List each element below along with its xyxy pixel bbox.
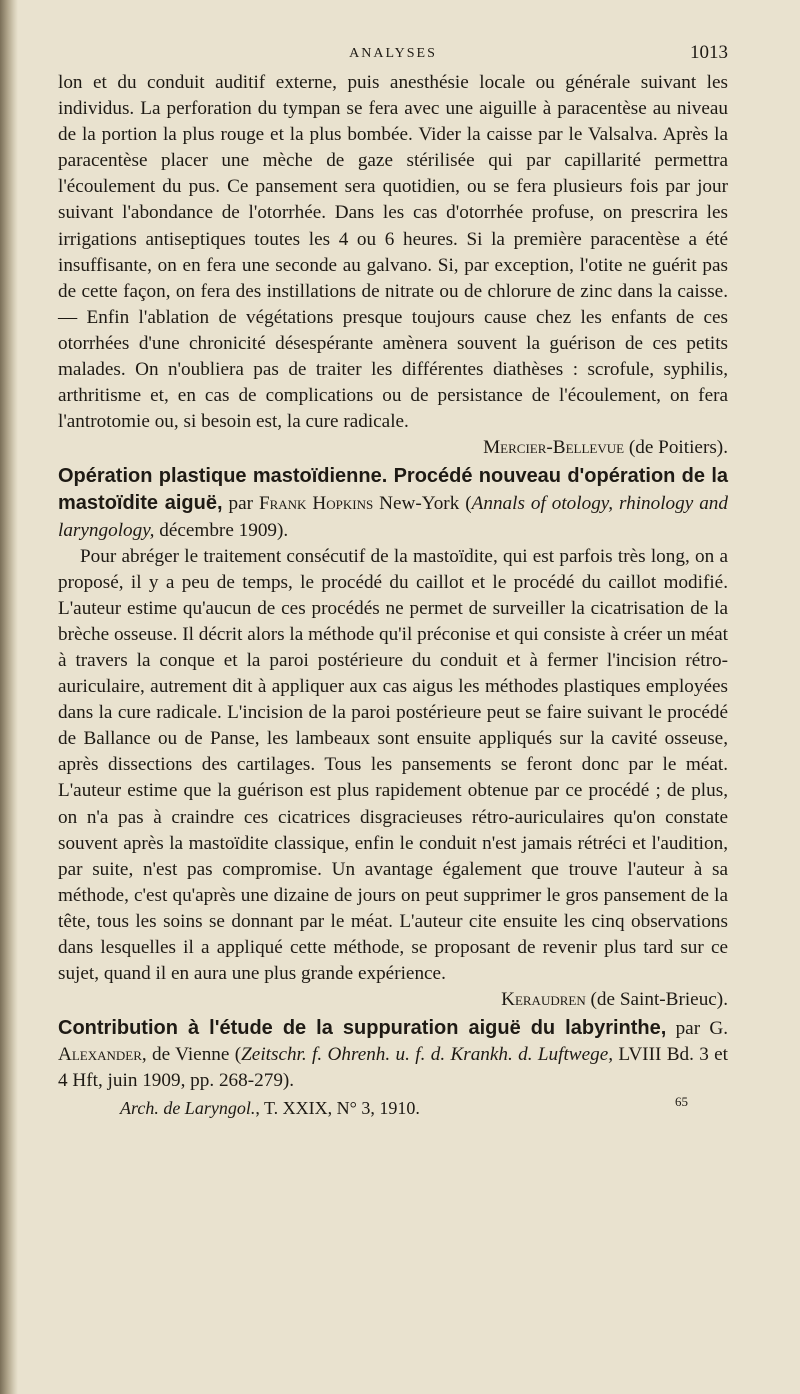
- article-city: , de Vienne (: [141, 1044, 242, 1066]
- page-number: 1013: [690, 42, 728, 63]
- signature-author: Mercier-Bellevue: [483, 437, 625, 459]
- running-title: ANALYSES: [349, 46, 437, 61]
- page-footer: [58, 1094, 728, 1126]
- sheet-number: 65: [675, 1094, 688, 1110]
- article-title: Opération plastique mastoïdienne. Procédé nouveau d'opération de la mastoïdite aiguë,: [58, 465, 728, 515]
- article-by: par G.: [666, 1018, 728, 1040]
- article-journal: Zeitschr. f. Ohrenh. u. f. d. Krankh. d. Luftwege,: [241, 1044, 614, 1066]
- signature-place: (de Saint-Brieuc).: [585, 989, 728, 1011]
- article-journal: Annals of otology, rhinology and laryngology,: [58, 493, 728, 541]
- article-heading-2: [58, 463, 728, 543]
- article-title: Contribution à l'étude de la suppuration aiguë du labyrinthe,: [58, 1017, 667, 1040]
- article-by: par: [222, 493, 259, 515]
- signature-2: [58, 987, 728, 1013]
- page: [58, 40, 728, 1126]
- article-date: LVIII Bd. 3 et 4 Hft, juin 1909, pp. 268-279).: [58, 1044, 728, 1092]
- article-city: New-York (: [373, 493, 472, 515]
- paragraph-body: Pour abréger le traitement consécutif de la mastoïdite, qui est parfois très long, on a proposé, il y a peu de temps, le procédé du caillot et le procédé du caillot modifié. L'auteur estime qu'aucun de ces procédés ne permet de surveiller la cicatrisation de la brèche osseuse. Il décrit alors la méthode qu'il préconise et qui consiste à créer un méat à travers la conque et la paroi postérieure du conduit et à fermer l'incision rétro-auriculaire, autrement dit à appliquer aux cas aigus les méthodes plastiques employées dans la cure radicale. L'incision de la paroi postérieure peut se faire suivant le procédé de Ballance ou de Panse, les lambeaux sont ensuite appliqués sur la cavité osseuse, après dissections des cartilages. Tous les pansements se feront donc par le méat. L'auteur estime que la guérison est plus rapidement obtenue par ce procédé ; de plus, on n'a pas à craindre ces cicatrices disgracieuses rétro-auriculaires qu'on constate souvent après la mastoïdite classique, enfin le conduit n'est jamais rétréci et l'audition, par suite, n'est pas compromise. Un avantage également que trouve l'auteur à sa méthode, c'est qu'après une dizaine de jours on peut supprimer le gros pansement de la tête, tous les soins se donnant par le méat. L'auteur cite ensuite les cinq observations dans lesquelles il a appliqué cette méthode, se proposant de revenir plus tard sur ce sujet, quand il en aura une plus grande expérience.: [58, 545, 728, 985]
- paragraph-continuation: lon et du conduit auditif externe, puis anesthésie locale ou générale suivant les individus. La perforation du tympan se fera avec une aiguille à paracentèse au niveau de la portion la plus rouge et la plus bombée. Vider la caisse par le Valsalva. Après la paracentèse placer une mèche de gaze stérilisée qui par capillarité permettra l'écoulement du pus. Ce pansement sera quotidien, ou se fera plusieurs fois par jour suivant l'abondance de l'otorrhée. Dans les cas d'otorrhée profuse, on prescrira les irrigations antiseptiques toutes les 4 ou 6 heures. Si la première paracentèse a été insuffisante, on en fera une seconde au galvano. Si, par exception, l'otite ne guérit pas de cette façon, on fera des instillations de nitrate ou de chlorure de zinc dans la caisse. — Enfin l'ablation de végétations presque toujours cause chez les enfants de ces otorrhées d'une chronicité désespérante amènera souvent la guérison de ces petits malades. On n'oubliera pas de traiter les différentes diathèses : scrofule, syphilis, arthritisme et, en cas de complications ou de persistance de l'écoulement, on fera l'antrotomie ou, si besoin est, la cure radicale.: [58, 72, 728, 433]
- page-header: [58, 40, 728, 70]
- signature-author: Keraudren: [501, 989, 586, 1011]
- article-date: décembre 1909).: [154, 519, 289, 541]
- journal-name: Arch. de Laryngol.: [120, 1098, 256, 1119]
- book-spine-shadow: [0, 0, 18, 1394]
- journal-volume: , T. XXIX, N° 3, 1910.: [255, 1098, 420, 1119]
- journal-reference: [120, 1098, 420, 1119]
- article-author: Frank Hopkins: [258, 493, 374, 515]
- signature-place: (de Poitiers).: [624, 437, 728, 459]
- article-heading-3: [58, 1015, 728, 1094]
- article-author: Alexander: [58, 1044, 142, 1066]
- signature-1: [58, 435, 728, 461]
